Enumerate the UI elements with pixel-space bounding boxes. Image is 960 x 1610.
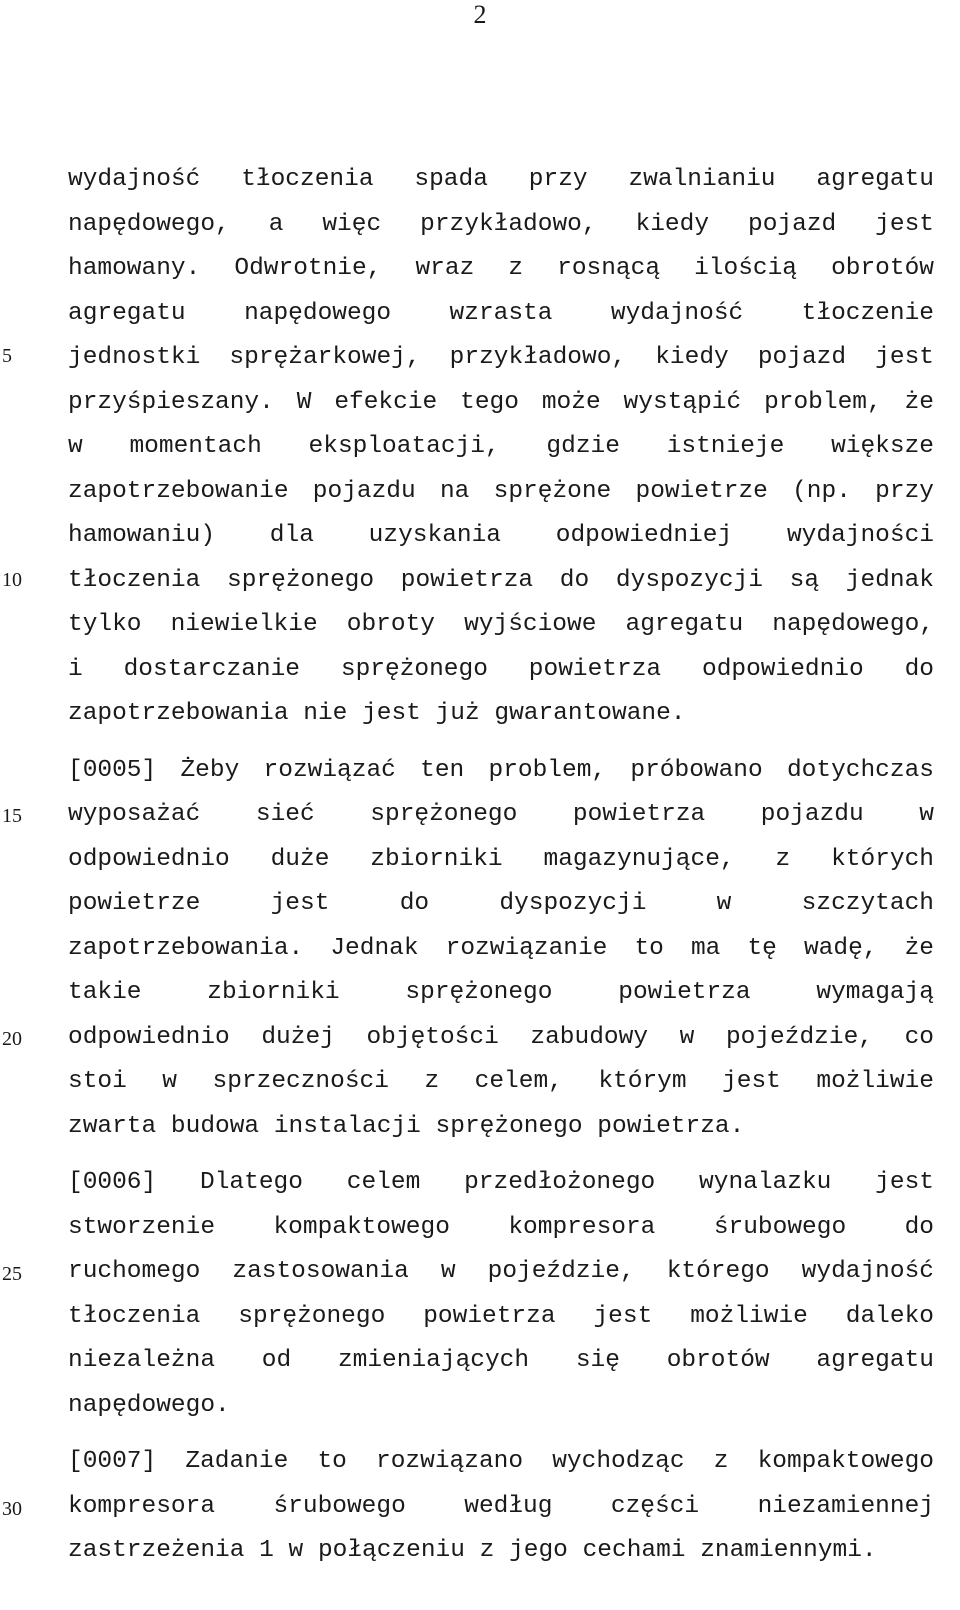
text-line: hamowaniu) dla uzyskania odpowiedniej wydajności — [68, 522, 934, 549]
line-number-10: 10 — [2, 569, 22, 591]
document-body — [68, 158, 934, 1574]
text-line: stworzenie kompaktowego kompresora śrubowego do — [68, 1213, 934, 1241]
text-line: napędowego. — [68, 1391, 230, 1419]
paragraph-0006 — [68, 1161, 934, 1428]
text-line: [0006] Dlatego celem przedłożonego wynalazku jest — [68, 1169, 934, 1196]
line-number-20: 20 — [2, 1028, 22, 1050]
paragraph-continuation — [68, 158, 934, 737]
text-line: odpowiednio dużej objętości zabudowy w pojeździe, co — [68, 1023, 934, 1051]
text-line: tłoczenia sprężonego powietrza do dyspozycji są jednak — [68, 566, 934, 594]
text-line: ruchomego zastosowania w pojeździe, którego wydajność — [68, 1258, 934, 1285]
paragraph-0007 — [68, 1440, 934, 1574]
text-line: w momentach eksploatacji, gdzie istnieje większe — [68, 433, 934, 460]
line-number-25: 25 — [2, 1263, 22, 1285]
text-line: i dostarczanie sprężonego powietrza odpowiednio do — [68, 655, 934, 683]
text-line: tylko niewielkie obroty wyjściowe agregatu napędowego, — [68, 611, 934, 638]
text-line: napędowego, a więc przykładowo, kiedy pojazd jest — [68, 210, 934, 238]
text-line: hamowany. Odwrotnie, wraz z rosnącą ilością obrotów — [68, 255, 934, 282]
paragraph-0005 — [68, 749, 934, 1150]
text-line: zapotrzebowania nie jest już gwarantowane. — [68, 700, 686, 727]
text-line: odpowiednio duże zbiorniki magazynujące, z których — [68, 845, 934, 873]
text-line: zwarta budowa instalacji sprężonego powietrza. — [68, 1112, 745, 1140]
text-line: niezależna od zmieniających się obrotów agregatu — [68, 1347, 934, 1374]
text-line: wyposażać sieć sprężonego powietrza pojazdu w — [68, 801, 934, 828]
text-line: stoi w sprzeczności z celem, którym jest możliwie — [68, 1068, 934, 1095]
text-line: [0007] Zadanie to rozwiązano wychodząc z kompaktowego — [68, 1448, 934, 1475]
line-number-5: 5 — [2, 345, 12, 367]
line-number-30: 30 — [2, 1498, 22, 1520]
text-line: jednostki sprężarkowej, przykładowo, kiedy pojazd jest — [68, 344, 934, 371]
text-line: zapotrzebowanie pojazdu na sprężone powietrze (np. przy — [68, 477, 934, 505]
text-line: przyśpieszany. W efekcie tego może wystąpić problem, że — [68, 388, 934, 416]
text-line: takie zbiorniki sprężonego powietrza wymagają — [68, 979, 934, 1006]
text-line: kompresora śrubowego według części niezamiennej — [68, 1492, 934, 1520]
text-line: zastrzeżenia 1 w połączeniu z jego cechami znamiennymi. — [68, 1537, 877, 1564]
text-line: tłoczenia sprężonego powietrza jest możliwie daleko — [68, 1302, 934, 1330]
text-line: wydajność tłoczenia spada przy zwalnianiu agregatu — [68, 166, 934, 193]
text-line: [0005] Żeby rozwiązać ten problem, próbowano dotychczas — [68, 756, 934, 784]
text-line: agregatu napędowego wzrasta wydajność tłoczenie — [68, 299, 934, 327]
text-line: powietrze jest do dyspozycji w szczytach — [68, 890, 934, 917]
text-line: zapotrzebowania. Jednak rozwiązanie to ma tę wadę, że — [68, 934, 934, 962]
page-number: 2 — [473, 0, 487, 29]
line-number-15: 15 — [2, 805, 22, 827]
line-number-margin — [0, 0, 40, 1610]
